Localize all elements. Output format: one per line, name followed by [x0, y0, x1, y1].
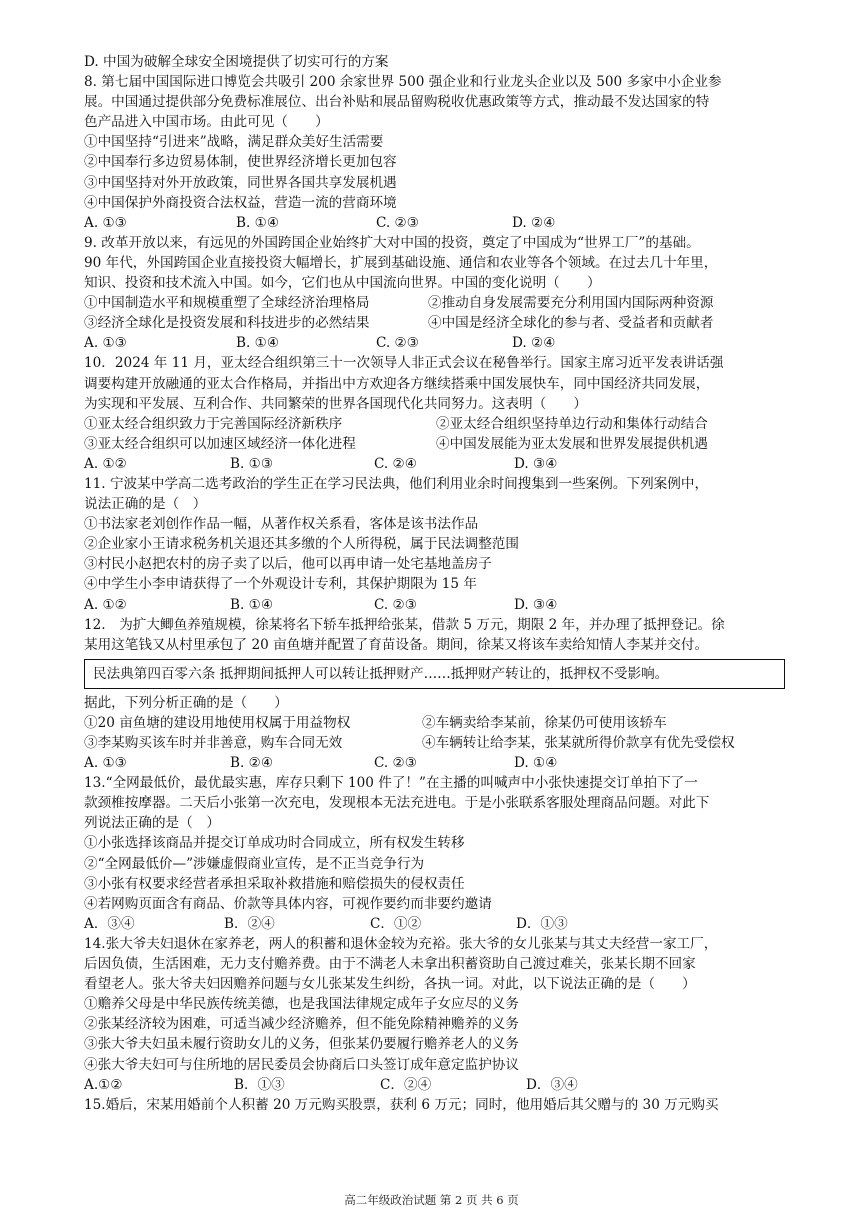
text-line: 调要构建开放融通的亚太合作格局，并指出中方欢迎各方继续搭乘中国发展快车，同中国经济共同发展， — [84, 375, 710, 392]
option-d: D. ②④ — [512, 335, 556, 352]
text-line: 展。中国通过提供部分免费标准展位、出台补贴和展品留购税收优惠政策等方式，推动最不发达国家的特 — [84, 94, 710, 111]
option-c: C. ②③ — [376, 335, 419, 352]
page-footer: 高二年级政治试题 第 2 页 共 6 页 — [344, 1193, 519, 1207]
text-line: 13.“全网最低价，最优最实惠，库存只剩下 100 件了！”在主播的叫喊声中小张快速提交订单拍下了一 — [84, 775, 698, 792]
option-b: B. ②④ — [230, 755, 274, 772]
option-c: C. ②③ — [376, 214, 419, 231]
text-line: 8. 第七届中国国际进口博览会共吸引 200 余家世界 500 强企业和行业龙头企业以及 500 多家中小企业参 — [84, 74, 722, 91]
choice-item: ④若网购页面含有商品、价款等具体内容，可视作要约而非要约邀请 — [84, 895, 492, 912]
question-8 — [84, 52, 784, 233]
option-d: D. ①④ — [514, 755, 558, 772]
text-line: 色产品进入中国市场。由此可见（ ） — [84, 114, 329, 131]
choice-item: ④中学生小李申请获得了一个外观设计专利，其保护期限为 15 年 — [84, 576, 477, 593]
option-b: B. ①④ — [230, 596, 274, 613]
answer-options — [84, 1075, 784, 1095]
question-14 — [84, 934, 784, 1095]
text-line: 11. 宁波某中学高二选考政治的学生正在学习民法典，他们利用业余时间搜集到一些案例。下列案例中， — [84, 475, 709, 492]
option-a: A.①② — [84, 1076, 123, 1093]
choice-row — [84, 713, 784, 733]
choice-item: ②亚太经合组织坚持单边行动和集体行动结合 — [436, 415, 708, 432]
choice-item: ①书法家老刘创作作品一幅，从著作权关系看，客体是该书法作品 — [84, 516, 479, 533]
text-line: 款颈椎按摩器。二天后小张第一次充电，发现根本无法充进电。于是小张联系客服处理商品问题。对此下 — [84, 795, 710, 812]
choice-item: ④中国发展能为亚太发展和世界发展提供机遇 — [436, 435, 708, 452]
choice-row — [84, 733, 784, 753]
text-line: 知识、投资和技术流入中国。如今，它们也从中国流向世界。中国的变化说明（ ） — [84, 275, 601, 292]
choice-item: ②张某经济较为困难，可适当减少经济赡养，但不能免除精神赡养的义务 — [84, 1016, 519, 1033]
text-line: 看望老人。张大爷夫妇因赡养问题与女儿张某发生纠纷，各执一词。对此，以下说法正确的是（ ） — [84, 976, 696, 993]
text-line: 9. 改革开放以来，有远见的外国跨国企业始终扩大对中国的投资，奠定了中国成为“世界工厂”的基础。 — [84, 234, 700, 251]
text-line: 90 年代，外国跨国企业直接投资大幅增长，扩展到基础设施、通信和农业等各个领域。在过去几十年里， — [84, 254, 718, 271]
choice-item: ①中国制造水平和规模重塑了全球经济治理格局 — [84, 295, 370, 312]
option-a: A. ①② — [84, 596, 127, 613]
option-a: A. ①② — [84, 455, 127, 472]
question-11 — [84, 474, 784, 615]
choice-item: ③张大爷夫妇虽未履行资助女儿的义务，但张某仍要履行赡养老人的义务 — [84, 1036, 519, 1053]
text-line: 据此，下列分析正确的是（ ） — [84, 694, 288, 711]
text-line: 15.婚后，宋某用婚前个人积蓄 20 万元购买股票，获利 6 万元；同时，他用婚后其父赠与的 30 万元购买 — [84, 1096, 719, 1113]
choice-item: ④张大爷夫妇可与住所地的居民委员会协商后口头签订成年意定监护协议 — [84, 1056, 519, 1073]
option-d: D. ②④ — [512, 214, 556, 231]
choice-item: ③小张有权要求经营者承担采取补救措施和赔偿损失的侵权责任 — [84, 875, 465, 892]
text-line: 列说法正确的是（ ） — [84, 815, 220, 832]
answer-options — [84, 333, 784, 353]
text-line: 10．2024 年 11 月，亚太经合组织第三十一次领导人非正式会议在秘鲁举行。国家主席习近平发表讲话强 — [84, 355, 724, 372]
option-d: D．①③ — [516, 915, 568, 932]
text-line: 说法正确的是（ ） — [84, 496, 207, 513]
text-line: 为实现和平发展、互利合作、共同繁荣的世界各国现代化共同努力。这表明（ ） — [84, 395, 587, 412]
text-line: 12. 为扩大鲫鱼养殖规模，徐某将名下轿车抵押给张某，借款 5 万元，期限 2 年，并办理了抵押登记。徐 — [84, 616, 725, 633]
option-a: A．③④ — [84, 915, 135, 932]
choice-item: ②“全网最低价—”涉嫌虚假商业宣传，是不正当竞争行为 — [84, 855, 425, 872]
choice-row — [84, 414, 784, 434]
option-c: C. ②③ — [374, 755, 417, 772]
question-12 — [84, 615, 784, 774]
choice-item: ③李某购买该车时并非善意，购车合同无效 — [84, 735, 343, 751]
choice-item: ④中国保护外商投资合法权益，营造一流的营商环境 — [84, 194, 397, 211]
law-quote-box: 民法典第四百零六条 抵押期间抵押人可以转让抵押财产……抵押财产转让的，抵押权不受影响。 — [84, 659, 785, 689]
option-c: C. ②④ — [374, 455, 417, 472]
text-line: D. 中国为破解全球安全困境提供了切实可行的方案 — [84, 54, 389, 70]
option-b: B. ①③ — [230, 455, 274, 472]
choice-item: ②推动自身发展需要充分利用国内国际两种资源 — [428, 295, 714, 312]
choice-item: ④中国是经济全球化的参与者、受益者和贡献者 — [428, 315, 714, 332]
choice-item: ③亚太经合组织可以加速区域经济一体化进程 — [84, 435, 356, 452]
answer-options — [84, 595, 784, 615]
option-c: C．②④ — [380, 1076, 432, 1093]
choice-item: ①赡养父母是中华民族传统美德，也是我国法律规定成年子女应尽的义务 — [84, 996, 519, 1013]
text-line: 后因负债，生活困难，无力支付赡养费。由于不满老人未拿出积蓄资助自己渡过难关，张某长期不回家 — [84, 956, 696, 973]
answer-options — [84, 213, 784, 233]
answer-options — [84, 914, 784, 934]
choice-item: ①小张选择该商品并提交订单成功时合同成立，所有权发生转移 — [84, 835, 465, 852]
option-c: C．①② — [370, 915, 422, 932]
question-13 — [84, 773, 784, 934]
choice-row — [84, 293, 784, 313]
option-b: B．②④ — [224, 915, 275, 932]
question-10 — [84, 353, 784, 474]
answer-options — [84, 454, 784, 474]
choice-item: ①20 亩鱼塘的建设用地使用权属于用益物权 — [84, 714, 351, 731]
exam-page — [84, 52, 784, 1115]
choice-item: ④车辆转让给李某，张某就所得价款享有优先受偿权 — [422, 735, 735, 751]
option-b: B. ①④ — [236, 335, 280, 352]
choice-item: ③中国坚持对外开放政策，同世界各国共享发展机遇 — [84, 174, 397, 191]
answer-options — [84, 753, 784, 773]
text-line: 某用这笔钱又从村里承包了 20 亩鱼塘并配置了育苗设备。期间，徐某又将该车卖给知情人李某并交付。 — [84, 636, 709, 653]
option-a: A. ①③ — [84, 755, 127, 772]
choice-item: ②中国奉行多边贸易体制，使世界经济增长更加包容 — [84, 154, 397, 171]
choice-item: ③经济全球化是投资发展和科技进步的必然结果 — [84, 315, 370, 332]
choice-item: ③村民小赵把农村的房子卖了以后，他可以再申请一处宅基地盖房子 — [84, 556, 492, 573]
question-9 — [84, 233, 784, 354]
choice-row — [84, 313, 784, 333]
choice-row — [84, 434, 784, 454]
option-a: A. ①③ — [84, 214, 127, 231]
text-line: 14.张大爷夫妇退休在家养老，两人的积蓄和退休金较为充裕。张大爷的女儿张某与其丈夫经营一家工厂， — [84, 935, 718, 952]
option-b: B. ①④ — [236, 214, 280, 231]
question-15 — [84, 1095, 784, 1115]
choice-item: ②车辆卖给李某前，徐某仍可使用该轿车 — [422, 714, 667, 731]
option-c: C. ②③ — [374, 596, 417, 613]
option-d: D. ③④ — [514, 455, 558, 472]
choice-item: ①亚太经合组织致力于完善国际经济新秩序 — [84, 415, 343, 432]
option-d: D．③④ — [526, 1076, 578, 1093]
option-b: B．①③ — [234, 1076, 285, 1093]
choice-item: ①中国坚持“引进来”战略，满足群众美好生活需要 — [84, 134, 384, 151]
option-d: D. ③④ — [514, 596, 558, 613]
choice-item: ②企业家小王请求税务机关退还其多缴的个人所得税，属于民法调整范围 — [84, 536, 519, 553]
option-a: A. ①③ — [84, 335, 127, 352]
